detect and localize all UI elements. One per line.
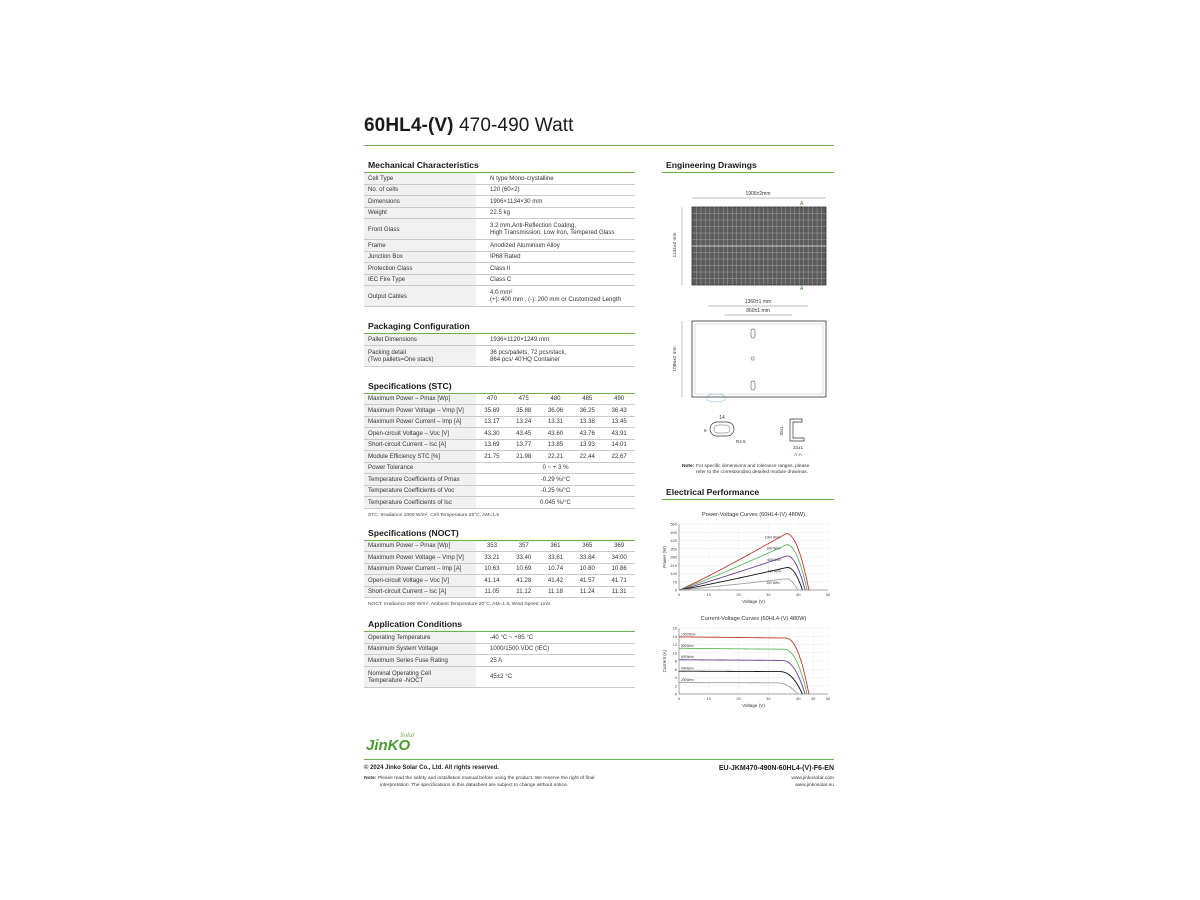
row-label: IEC Fire Type xyxy=(364,274,476,286)
value-cell: 13.85 xyxy=(540,439,572,451)
packaging-heading: Packaging Configuration xyxy=(364,321,635,334)
value-cell: 22.67 xyxy=(603,451,635,463)
header-cell: 361 xyxy=(540,541,572,552)
row-label: Junction Box xyxy=(364,251,476,263)
value-cell: 10.63 xyxy=(476,563,508,575)
value-cell: 11.31 xyxy=(603,586,635,598)
row-label: Maximum Power Voltage – Vmp [V] xyxy=(364,552,476,564)
header-cell: 470 xyxy=(476,394,508,405)
section-mark-top: A xyxy=(800,201,804,207)
value-cell: 0.045 %/°C xyxy=(476,497,635,509)
page-title xyxy=(364,115,574,137)
value-cell: 10.86 xyxy=(603,563,635,575)
chart-title: Current-Voltage Curves (60HL4-(V) 480W) xyxy=(700,616,807,622)
cell-line: Class C xyxy=(490,276,512,284)
cell-line: (Two pallets=One stack) xyxy=(368,355,434,363)
engineering-drawings xyxy=(662,173,834,473)
cell-line: (+): 400 mm , (-): 200 mm or Customized Length xyxy=(490,296,621,303)
value-cell: 22.44 xyxy=(571,451,603,463)
stc-heading: Specifications (STC) xyxy=(364,381,635,394)
series-line xyxy=(679,637,809,694)
row-value xyxy=(476,207,635,219)
row-label: Cell Type xyxy=(364,173,476,184)
front-height-label: 1134±2 mm xyxy=(673,232,678,258)
cell-line: 4.0 mm² xyxy=(490,289,513,296)
value-cell: -0.25 %/°C xyxy=(476,485,635,497)
front-view-panel xyxy=(692,207,826,285)
frame-section xyxy=(790,419,804,441)
value-cell: 41.14 xyxy=(476,575,508,587)
cell-line: Maximum Series Fuse Rating xyxy=(368,656,448,664)
value-cell: 22.21 xyxy=(540,451,572,463)
table-row xyxy=(364,462,635,474)
value-cell: 10.69 xyxy=(508,563,540,575)
mechanical-heading: Mechanical Characteristics xyxy=(364,160,635,173)
row-label: Output Cables xyxy=(364,286,476,307)
row-value xyxy=(476,196,635,208)
y-tick-label: 0 xyxy=(674,587,677,593)
x-axis-label: Voltage (V) xyxy=(742,599,765,604)
stc-table xyxy=(364,394,635,509)
packaging-table xyxy=(364,334,635,367)
value-cell: 11.18 xyxy=(540,586,572,598)
table-row xyxy=(364,219,635,240)
row-label: Maximum Power Voltage – Vmp [V] xyxy=(364,405,476,417)
value-cell: 33.84 xyxy=(571,552,603,564)
cell-line: Temperature -NOCT xyxy=(368,676,424,684)
value-cell: 21.98 xyxy=(508,451,540,463)
row-value xyxy=(476,240,635,252)
value-cell: 13.77 xyxy=(508,439,540,451)
stc-note: STC: Irradiance 1000 W/m², Cell Temperature 25°C, AM=1.5 xyxy=(368,512,500,518)
document-code: EU-JKM470-490N-60HL4-(V)-F6-EN xyxy=(718,765,834,772)
logo-subtext: Solar xyxy=(400,731,416,739)
table-header-row xyxy=(364,541,635,552)
series-line xyxy=(679,556,805,590)
x-tick-label: 50 xyxy=(825,592,831,597)
series-label: 600 W/m² xyxy=(767,557,782,562)
row-label: Module Efficiency STC [%] xyxy=(364,451,476,463)
table-row xyxy=(364,439,635,451)
y-tick-label: 70 xyxy=(672,579,677,585)
row-value xyxy=(476,263,635,275)
x-tick-label: 30 xyxy=(766,592,771,597)
value-cell: 14.01 xyxy=(603,439,635,451)
footer-divider xyxy=(364,759,834,760)
cell-line: 22.5 kg xyxy=(490,209,510,217)
header-cell: 365 xyxy=(571,541,603,552)
table-row xyxy=(364,334,635,345)
electrical-heading: Electrical Performance xyxy=(662,487,834,500)
x-tick-label: 45 xyxy=(810,696,816,701)
noct-heading: Specifications (NOCT) xyxy=(364,528,635,541)
row-label xyxy=(364,345,476,366)
section-mark-bottom: A xyxy=(800,286,804,292)
cell-line: 1936×1120×1249 mm xyxy=(490,335,550,343)
value-cell: 43.76 xyxy=(571,428,603,440)
value-cell: -0.29 %/°C xyxy=(476,474,635,486)
header-cell: 357 xyxy=(508,541,540,552)
table-row xyxy=(364,240,635,252)
series-label: 400 W/m² xyxy=(767,569,782,574)
model-name: 60HL4-(V) xyxy=(364,115,454,136)
watt-range: 470-490 Watt xyxy=(458,115,574,136)
cell-line: 864 pcs/ 40'HQ Container xyxy=(490,355,560,363)
table-row xyxy=(364,251,635,263)
row-value: 25 A xyxy=(476,655,635,667)
current-voltage-chart xyxy=(662,612,834,712)
chart-title: Power-Voltage Curves (60HL4-(V) 480W) xyxy=(702,512,805,518)
row-value: 45±2 °C xyxy=(476,666,635,687)
y-tick-label: 420 xyxy=(670,538,677,543)
cell-line: Maximum System Voltage xyxy=(368,645,439,653)
cell-line: Nominal Operating Cell xyxy=(368,669,431,677)
cell-line: Operating Temperature xyxy=(368,633,431,641)
x-tick-label: 10 xyxy=(706,592,712,597)
row-value xyxy=(476,274,635,286)
row-label: Maximum Power – Pmax [Wp] xyxy=(364,541,476,552)
x-tick-label: 50 xyxy=(825,696,831,701)
header-cell: 490 xyxy=(603,394,635,405)
y-tick-label: 490 xyxy=(670,529,677,535)
noct-note: NOCT: Irradiance 800 W/m², Ambient Temperature 20°C, AM=1.5, Wind Speed 1m/s xyxy=(368,602,551,607)
footer-urls xyxy=(791,776,834,789)
y-tick-label: 4 xyxy=(674,675,677,680)
x-tick-label: 40 xyxy=(795,696,801,701)
table-row xyxy=(364,263,635,275)
front-width-label: 1906±2mm xyxy=(745,191,771,197)
cell-line: Pallet Dimensions xyxy=(368,335,417,343)
value-cell: 13.24 xyxy=(508,416,540,428)
row-label: Temperature Coefficients of Voc xyxy=(364,485,476,497)
series-line xyxy=(679,533,809,590)
row-label: Maximum Power Current – Imp [A] xyxy=(364,416,476,428)
title-divider xyxy=(364,145,834,146)
row-label xyxy=(364,632,476,643)
jinko-logo xyxy=(364,728,434,754)
y-tick-label: 12 xyxy=(672,642,677,647)
drawing-note-line1: For specific dimensions and tolerance ranges, please xyxy=(696,464,810,469)
value-cell: 33.61 xyxy=(540,552,572,564)
cell-line: IP68 Rated xyxy=(490,253,521,261)
y-tick-label: 350 xyxy=(670,546,677,552)
row-label: Open-circuit Voltage – Voc [V] xyxy=(364,575,476,587)
header-cell: 475 xyxy=(508,394,540,405)
x-axis-label: Voltage (V) xyxy=(742,703,765,708)
frame-height-label: 30±1 xyxy=(779,426,784,436)
y-tick-label: 2 xyxy=(674,683,677,689)
x-tick-label: 0 xyxy=(677,696,681,701)
value-cell: 41.57 xyxy=(571,575,603,587)
row-label: Protection Class xyxy=(364,263,476,275)
logo-text: JinKO xyxy=(366,737,411,754)
series-label: 200W/m² xyxy=(681,678,694,683)
value-cell: 34.00 xyxy=(603,552,635,564)
row-label: Maximum Power – Pmax [Wp] xyxy=(364,394,476,405)
series-line xyxy=(679,683,798,694)
value-cell: 43.91 xyxy=(603,428,635,440)
hole-radius-label: R4.5 xyxy=(736,439,746,444)
table-row xyxy=(364,207,635,219)
copyright: © 2024 Jinko Solar Co., Ltd. All rights reserved. xyxy=(364,765,499,771)
row-label: Maximum Power Current – Imp [A] xyxy=(364,563,476,575)
table-row xyxy=(364,428,635,440)
value-cell: 10.74 xyxy=(540,563,572,575)
series-label: 200 W/m² xyxy=(766,580,781,585)
row-value: 1000/1500 VDC (IEC) xyxy=(476,643,635,655)
back-height-label: 1086±2 mm xyxy=(673,346,678,372)
url-com[interactable]: www.jinkosolar.com xyxy=(791,776,834,781)
x-tick-label: 20 xyxy=(736,696,741,701)
hole-detail-inner xyxy=(714,425,730,433)
y-axis-label: Current (A) xyxy=(662,649,667,673)
x-tick-label: 30 xyxy=(766,696,771,701)
back-inner-label: 860±1 mm xyxy=(746,308,770,314)
table-row xyxy=(364,655,635,667)
value-cell: 13.93 xyxy=(571,439,603,451)
y-tick-label: 14 xyxy=(672,633,677,639)
row-label: Open-circuit Voltage – Voc [V] xyxy=(364,428,476,440)
back-outer-label: 1360±1 mm xyxy=(744,299,772,305)
value-cell: 21.75 xyxy=(476,451,508,463)
y-tick-label: 6 xyxy=(674,666,677,672)
series-label: 1000W/m² xyxy=(681,632,696,637)
table-row xyxy=(364,451,635,463)
datasheet-page xyxy=(364,115,834,795)
value-cell: 35.69 xyxy=(476,405,508,417)
series-label: 400W/m² xyxy=(681,666,694,671)
url-eu[interactable]: www.jinkosolar.eu xyxy=(795,782,834,788)
row-label xyxy=(364,655,476,667)
table-row xyxy=(364,286,635,307)
y-tick-label: 10 xyxy=(672,650,677,656)
footer-note-line1: Please read the safety and installation manual before using the product. We reserve the right of final xyxy=(377,776,595,781)
frame-section-label: A-A xyxy=(794,453,802,458)
cell-line: N type Mono-crystalline xyxy=(490,174,554,182)
table-row xyxy=(364,184,635,196)
x-tick-label: 40 xyxy=(795,592,801,597)
table-row xyxy=(364,345,635,366)
value-cell: 43.30 xyxy=(476,428,508,440)
y-tick-label: 0 xyxy=(674,691,677,697)
y-tick-label: 140 xyxy=(670,571,677,576)
value-cell: 36.25 xyxy=(571,405,603,417)
row-value xyxy=(476,219,635,240)
value-cell: 13.45 xyxy=(603,416,635,428)
value-cell: 11.24 xyxy=(571,586,603,598)
row-label: No. of cells xyxy=(364,184,476,196)
table-row xyxy=(364,497,635,509)
value-cell: 43.60 xyxy=(540,428,572,440)
row-label: Short-circuit Current – Isc [A] xyxy=(364,439,476,451)
x-tick-label: 0 xyxy=(677,592,681,597)
value-cell: 41.28 xyxy=(508,575,540,587)
value-cell: 11.05 xyxy=(476,586,508,598)
row-value xyxy=(476,184,635,196)
cell-line: 120 (60×2) xyxy=(490,186,520,194)
footer-note xyxy=(364,776,654,789)
table-row xyxy=(364,196,635,208)
value-cell: 33.40 xyxy=(508,552,540,564)
cell-line: High Transmission, Low Iron, Tempered Glass xyxy=(490,229,615,236)
row-label xyxy=(364,666,476,687)
x-tick-label: 20 xyxy=(736,592,741,597)
table-header-row xyxy=(364,394,635,405)
row-label xyxy=(364,334,476,345)
value-cell: 36.43 xyxy=(603,405,635,417)
header-cell: 480 xyxy=(540,394,572,405)
cell-line: 36 pcs/pallets, 72 pcs/stack, xyxy=(490,348,567,356)
row-label xyxy=(364,643,476,655)
cell-line: Packing detail xyxy=(368,348,406,356)
y-tick-label: 560 xyxy=(670,521,677,527)
value-cell: 13.69 xyxy=(476,439,508,451)
back-view-panel xyxy=(692,321,826,397)
value-cell: 10.80 xyxy=(571,563,603,575)
table-row xyxy=(364,563,635,575)
table-row xyxy=(364,575,635,587)
value-cell: 13.31 xyxy=(540,416,572,428)
value-cell: 43.45 xyxy=(508,428,540,440)
value-cell: 0 ~ + 3 % xyxy=(476,462,635,474)
value-cell: 33.21 xyxy=(476,552,508,564)
y-tick-label: 8 xyxy=(674,658,677,664)
footer-note-line2: interpretation. The specifications in this datasheet are subject to change without notice. xyxy=(380,782,569,788)
row-label: Power Tolerance xyxy=(364,462,476,474)
table-row xyxy=(364,405,635,417)
hole-detail xyxy=(710,422,734,436)
row-label: Temperature Coefficients of Isc xyxy=(364,497,476,509)
row-value xyxy=(476,173,635,184)
series-label: 600W/m² xyxy=(681,655,694,660)
row-value xyxy=(476,345,635,366)
table-row xyxy=(364,485,635,497)
x-tick-label: 10 xyxy=(706,696,712,701)
row-label: Front Glass xyxy=(364,219,476,240)
cell-line: Class II xyxy=(490,264,511,272)
row-label: Short-circuit Current – Isc [A] xyxy=(364,586,476,598)
cell-line: 3.2 mm,Anti-Reflection Coating, xyxy=(490,222,577,229)
y-tick-label: 16 xyxy=(672,625,677,631)
table-row xyxy=(364,632,635,643)
table-row xyxy=(364,552,635,564)
mechanical-table xyxy=(364,173,635,307)
row-label: Dimensions xyxy=(364,196,476,208)
series-label: 800W/m² xyxy=(681,643,694,648)
table-row xyxy=(364,274,635,286)
row-label: Temperature Coefficients of Pmax xyxy=(364,474,476,486)
drawing-note-label: Note: xyxy=(682,464,695,469)
header-cell: 369 xyxy=(603,541,635,552)
cell-line: 1906×1134×30 mm xyxy=(490,197,543,205)
drawings-heading: Engineering Drawings xyxy=(662,160,834,173)
row-value xyxy=(476,334,635,345)
value-cell: 11.12 xyxy=(508,586,540,598)
series-line xyxy=(679,660,805,694)
value-cell: 36.06 xyxy=(540,405,572,417)
table-row xyxy=(364,173,635,184)
hole-width-label: 14 xyxy=(719,415,725,421)
application-heading: Application Conditions xyxy=(364,619,635,632)
value-cell: 35.88 xyxy=(508,405,540,417)
header-cell: 353 xyxy=(476,541,508,552)
table-row xyxy=(364,474,635,486)
header-cell: 485 xyxy=(571,394,603,405)
table-row xyxy=(364,586,635,598)
series-label: 800 W/m² xyxy=(767,546,781,551)
row-value xyxy=(476,286,635,307)
cell-line: Anodized Aluminium Alloy xyxy=(490,241,560,249)
row-label: Frame xyxy=(364,240,476,252)
value-cell: 41.71 xyxy=(603,575,635,587)
value-cell: 13.38 xyxy=(571,416,603,428)
power-voltage-chart xyxy=(662,508,834,608)
series-label: 1000 W/m² xyxy=(764,535,781,540)
right-column xyxy=(662,160,834,712)
left-column xyxy=(364,160,635,688)
table-row xyxy=(364,666,635,687)
y-tick-label: 280 xyxy=(670,554,677,560)
row-value: -40 °C ~ +85 °C xyxy=(476,632,635,643)
table-row xyxy=(364,643,635,655)
y-axis-label: Power (W) xyxy=(662,546,667,568)
value-cell: 13.17 xyxy=(476,416,508,428)
y-tick-label: 210 xyxy=(670,562,677,568)
frame-width-label: 33±1 xyxy=(793,445,803,450)
hole-height-label: 9 xyxy=(704,428,707,433)
value-cell: 41.42 xyxy=(540,575,572,587)
drawing-note-line2: refer to the corresponding detailed module drawings. xyxy=(696,470,808,473)
row-label: Weight xyxy=(364,207,476,219)
row-value xyxy=(476,251,635,263)
application-table xyxy=(364,632,635,688)
footer-note-label: Note: xyxy=(364,776,377,781)
table-row xyxy=(364,416,635,428)
noct-table xyxy=(364,541,635,599)
